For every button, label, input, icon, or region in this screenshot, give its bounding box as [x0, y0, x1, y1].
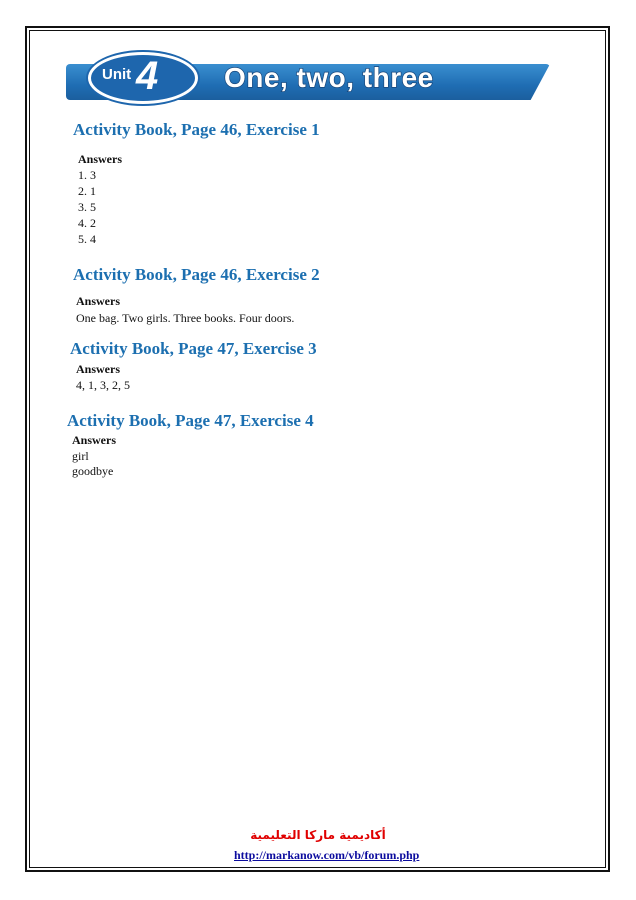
answers-label: Answers — [76, 294, 120, 308]
unit-number: 4 — [136, 54, 159, 98]
answer-line: 4. 2 — [78, 216, 96, 230]
unit-title: One, two, three — [224, 62, 434, 93]
exercise-heading: Activity Book, Page 46, Exercise 2 — [73, 265, 320, 284]
answers-label: Answers — [76, 362, 120, 376]
answer-line: goodbye — [72, 464, 114, 478]
answer-line: One bag. Two girls. Three books. Four doors. — [76, 311, 295, 325]
answers-label: Answers — [78, 152, 122, 166]
answer-line: 5. 4 — [78, 232, 96, 246]
exercise-heading: Activity Book, Page 47, Exercise 4 — [67, 411, 314, 430]
answer-line: girl — [72, 449, 89, 463]
answer-line: 4, 1, 3, 2, 5 — [76, 378, 130, 392]
exercise-heading: Activity Book, Page 46, Exercise 1 — [73, 120, 320, 139]
answer-line: 2. 1 — [78, 184, 96, 198]
footer-academy-name: أكاديمية ماركا التعليمية — [250, 828, 386, 842]
answers-label: Answers — [72, 433, 116, 447]
exercise-heading: Activity Book, Page 47, Exercise 3 — [70, 339, 317, 358]
answer-line: 1. 3 — [78, 168, 96, 182]
unit-banner — [66, 52, 550, 104]
unit-label: Unit — [102, 66, 132, 83]
answer-line: 3. 5 — [78, 200, 96, 214]
footer-forum-link[interactable]: http://markanow.com/vb/forum.php — [234, 848, 420, 862]
